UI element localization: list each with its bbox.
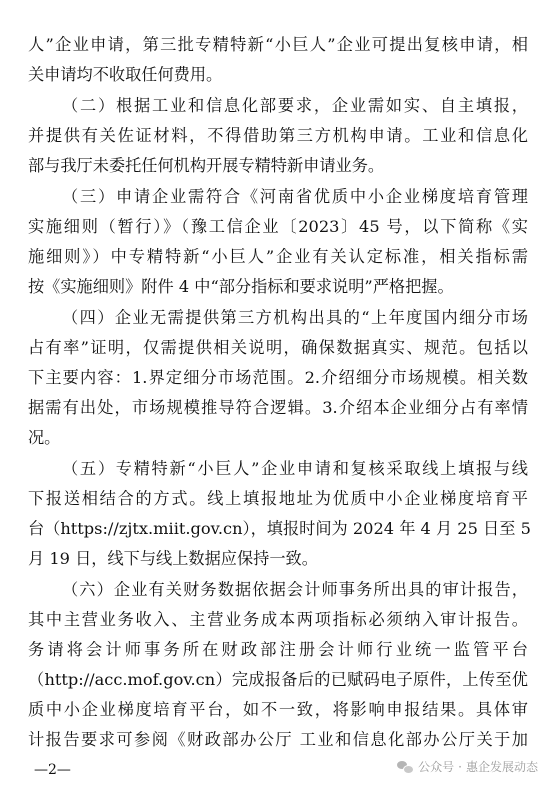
document-body [28,30,531,756]
text-line: 其中主营业务收入、主营业务成本两项指标必须纳入审计报告。 [28,610,528,629]
paragraph-item-5 [28,454,531,574]
text-line: 台（https://zjtx.miit.gov.cn），填报时间为 2024 年 4 月 25 日至 5 [28,519,531,538]
text-line: 务请将会计师事务所在财政部注册会计师行业统一监管平台 [28,640,528,659]
text-line: （http://acc.mof.gov.cn）完成报备后的已赋码电子原件，上传至优 [28,670,528,689]
text-line: 计报告要求可参阅《财政部办公厅 工业和信息化部办公厅关于加 [28,730,528,749]
text-line: （四）企业无需提供第三方机构出具的“上年度国内细分市场 [62,308,528,327]
text-line: （三）申请企业需符合《河南省优质中小企业梯度培育管理 [62,187,528,206]
text-line: 部与我厅未委托任何机构开展专精特新申请业务。 [28,156,385,175]
text-line: 人”企业申请，第三批专精特新“小巨人”企业可提出复核申请，相 [28,35,528,54]
text-line: 月 19 日，线下与线上数据应保持一致。 [28,549,318,568]
watermark-separator: · [458,759,462,774]
text-line: 况。 [28,428,61,447]
text-line: （五）专精特新“小巨人”企业申请和复核采取线上填报与线 [62,459,528,478]
text-line: 质中小企业梯度培育平台，如不一致，将影响申报结果。具体审 [28,700,528,719]
watermark-source: 公众号 [418,760,455,774]
paragraph-item-4 [28,303,528,453]
paragraph-item-6 [28,575,528,755]
text-line: 实施细则（暂行）》（豫工信企业〔2023〕45 号，以下简称《实 [28,217,528,236]
text-line: 并提供有关佐证材料，不得借助第三方机构申请。工业和信息化 [28,126,528,145]
text-line: 关申请均不收取任何费用。 [28,65,223,84]
text-line: 施细则》）中专精特新“小巨人”企业有关认定标准，相关指标需 [28,247,528,266]
text-line: 下主要内容：1.界定细分市场范围。2.介绍细分市场规模。相关数 [28,368,528,387]
paragraph-item-3 [28,182,528,302]
text-line: 下报送相结合的方式。线上填报地址为优质中小企业梯度培育平 [28,489,528,508]
text-line: 据需有出处，市场规模推导符合逻辑。3.介绍本企业细分占有率情 [28,398,528,417]
wechat-icon [397,760,413,774]
text-line: （二）根据工业和信息化部要求，企业需如实、自主填报， [62,96,528,115]
paragraph-item-2 [28,91,528,181]
watermark-account: 惠企发展动态 [465,760,538,774]
page-number: —2— [34,762,71,778]
wechat-watermark [397,758,538,775]
paragraph-continuation [28,30,528,90]
text-line: 占有率”证明，仅需提供相关说明，确保数据真实、规范。包括以 [28,338,528,357]
text-line: （六）企业有关财务数据依据会计师事务所出具的审计报告， [62,580,528,599]
text-line: 按《实施细则》附件 4 中“部分指标和要求说明”严格把握。 [28,277,454,296]
